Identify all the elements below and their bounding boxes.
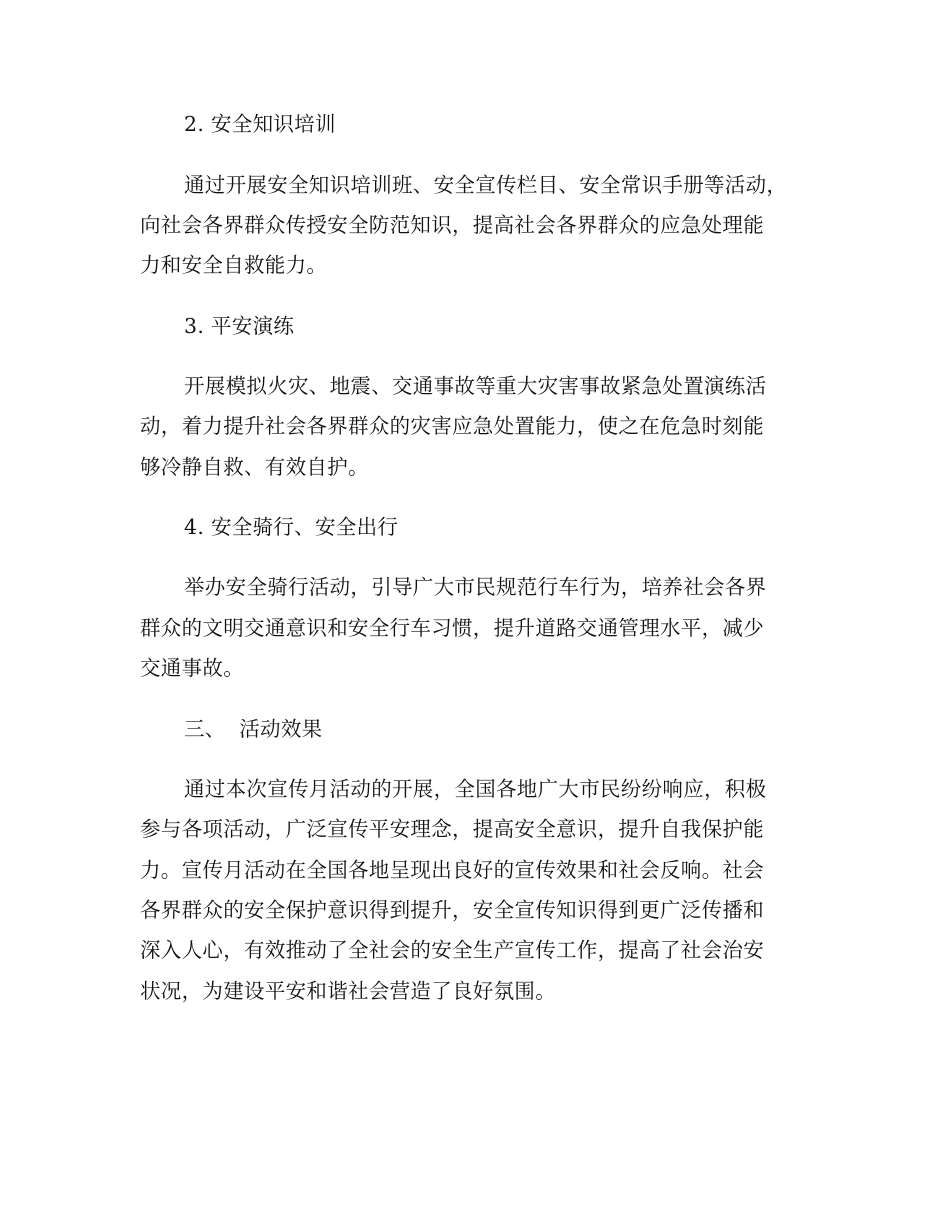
paragraph-line: 深入人心，有效推动了全社会的安全生产宣传工作，提高了社会治安: [140, 938, 764, 962]
paragraph-line: 力和安全自救能力。: [140, 253, 328, 277]
section-heading: 2. 安全知识培训: [184, 112, 336, 136]
paragraph-line: 各界群众的安全保护意识得到提升，安全宣传知识得到更广泛传播和: [140, 898, 764, 922]
section-heading: 3. 平安演练: [184, 314, 295, 338]
paragraph-line: 通过开展安全知识培训班、安全宣传栏目、安全常识手册等活动，: [184, 173, 788, 197]
section-heading: 4. 安全骑行、安全出行: [184, 515, 399, 539]
paragraph-line: 举办安全骑行活动，引导广大市民规范行车行为，培养社会各界: [184, 575, 767, 599]
paragraph-line: 通过本次宣传月活动的开展，全国各地广大市民纷纷响应，积极: [184, 777, 767, 801]
paragraph-line: 够冷静自救、有效自护。: [140, 455, 369, 479]
paragraph-line: 交通事故。: [140, 656, 244, 680]
paragraph-line: 参与各项活动，广泛宣传平安理念，提高安全意识，提升自我保护能: [140, 817, 764, 841]
paragraph-line: 群众的文明交通意识和安全行车习惯，提升道路交通管理水平，减少: [140, 616, 764, 640]
paragraph-line: 力。宣传月活动在全国各地呈现出良好的宣传效果和社会反响。社会: [140, 858, 764, 882]
paragraph-line: 向社会各界群众传授安全防范知识，提高社会各界群众的应急处理能: [140, 213, 764, 237]
paragraph-line: 状况，为建设平安和谐社会营造了良好氛围。: [140, 979, 556, 1003]
section-heading: 三、 活动效果: [184, 717, 323, 741]
paragraph-line: 开展模拟火灾、地震、交通事故等重大灾害事故紧急处置演练活: [184, 374, 767, 398]
paragraph-line: 动，着力提升社会各界群众的灾害应急处置能力，使之在危急时刻能: [140, 414, 764, 438]
